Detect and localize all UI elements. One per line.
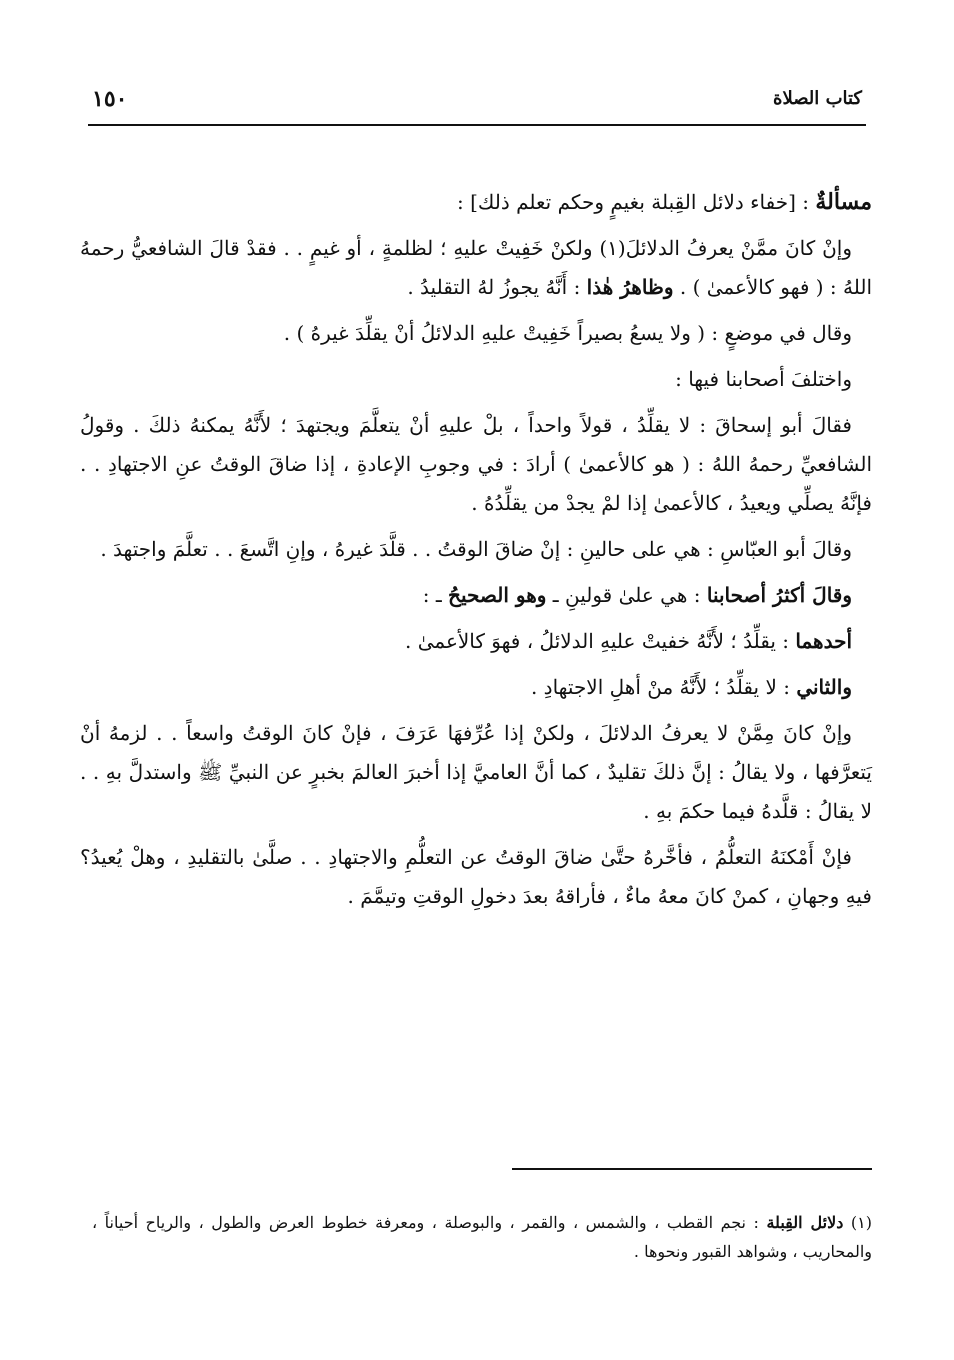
paragraph-6	[80, 576, 872, 615]
paragraph-1-text-a: وإنْ كانَ ممَّنْ يعرفُ الدلائلَ(١) ولكنْ خَفِيتْ عليهِ ؛ لظلمةٍ ، أو غيمٍ . . فقدْ قالَ الشافعيُّ رحمهُ اللهُ : ( فهو كالأعمىٰ ) .	[80, 236, 872, 299]
footnote-divider	[512, 1168, 872, 1170]
paragraph-10: فإنْ أَمْكنَهُ التعلُّمُ ، فأخَّرهُ حتَّىٰ ضاقَ الوقتُ عن التعلُّمِ والاجتهادِ . . صلَّىٰ بالتقليدِ ، وهلْ يُعيدُ؟ فيهِ وجهانِ ، كمنْ كانَ معهُ ماءٌ ، فأراقهُ بعدَ دخولِ الوقتِ وتيمَّمَ .	[80, 845, 872, 908]
footnote-text: : نجم القطب ، والشمس ، والقمر ، والبوصلة ، ومعرفة خطوط العرض والطول ، والرياح أحياناً ، والمحاريب ، وشواهد القبور ونحوها .	[92, 1213, 872, 1261]
section-title: : [خفاء دلائل القِبلة بغيمٍ وحكم تعلم ذلك] :	[456, 190, 816, 214]
main-text	[80, 183, 872, 923]
paragraph-2: وقال في موضعٍ : ( ولا يسعُ بصيراً خَفِيتْ عليهِ الدلائلُ أنْ يقلِّدَ غيرهُ ) .	[283, 321, 852, 345]
paragraph-7-text: : يقلِّدُ ؛ لأَنَّهُ خفيتْ عليهِ الدلائلُ ، فهوَ كالأعمىٰ .	[405, 629, 796, 653]
footnote-term: دلائل القِبلة	[766, 1213, 844, 1232]
header-divider	[88, 124, 866, 126]
footnote	[92, 1208, 872, 1266]
paragraph-6-emphasis-c: وهو الصحيحُ	[448, 583, 547, 607]
paragraph-6-text-d: ـ :	[422, 583, 449, 607]
paragraph-1-emphasis: وظاهرُ هٰذا	[586, 275, 674, 299]
paragraph-4: فقالَ أبو إسحاقَ : لا يقلِّدُ ، قولاً واحداً ، بلْ عليهِ أنْ يتعلَّمَ ويجتهدَ ؛ لأَنَّهُ يمكنهُ ذلكَ . وقولُ الشافعيِّ رحمهُ اللهُ : ( هو كالأعمىٰ ) أرادَ : في وجوبِ الإعادةِ ، إذا ضاقَ الوقتُ عنِ الاجتهادِ . . فإنَّهُ يصلِّي ويعيدُ ، كالأعمىٰ إذا لمْ يجدْ من يقلِّدُهُ .	[80, 413, 872, 515]
paragraph-1-text-c: : أَنَّهُ يجوزُ لهُ التقليدُ .	[407, 275, 587, 299]
section-label: مسألةٌ	[815, 189, 872, 215]
paragraph-9: وإنْ كانَ مِمَّنْ لا يعرفُ الدلائلَ ، ولكنْ إذا عُرِّفهَا عَرَفَ ، فإنْ كانَ الوقتُ واسعاً . . لزمهُ أنْ يَتعرَّفها ، ولا يقالُ : إنَّ ذلكَ تقليدٌ ، كما أنَّ العاميَّ إذا أخبرَ العالمَ بخبرٍ عن النبيِّ ﷺ واستدلَّ بهِ . . لا يقالُ : قلَّدهُ فيما حكمَ بهِ .	[80, 721, 872, 823]
page-number: ١٥٠	[92, 86, 128, 112]
paragraph-6-text-b: : هي علىٰ قولينِ ـ	[546, 583, 707, 607]
footnote-marker: (١)	[850, 1213, 872, 1232]
paragraph-3: واختلفَ أصحابنا فيها :	[675, 367, 852, 391]
paragraph-7-emphasis: أحدهما	[795, 629, 852, 653]
paragraph-1	[80, 229, 872, 307]
paragraph-8-emphasis: والثاني	[796, 675, 852, 699]
section-heading	[80, 183, 872, 222]
running-title: كتاب الصلاة	[773, 88, 862, 109]
paragraph-8-text: : لا يقلِّدُ ؛ لأَنَّهُ منْ أهلِ الاجتهادِ .	[530, 675, 797, 699]
paragraph-7	[80, 622, 872, 661]
paragraph-6-emphasis-a: وقالَ أكثرُ أصحابنا	[706, 583, 852, 607]
paragraph-5: وقالَ أبو العبّاسِ : هي على حالينِ : إنْ ضاقَ الوقتُ . . قلَّدَ غيرهُ ، وإنِ اتَّسعَ . . تعلَّمَ واجتهدَ .	[100, 537, 852, 561]
paragraph-8	[80, 668, 872, 707]
